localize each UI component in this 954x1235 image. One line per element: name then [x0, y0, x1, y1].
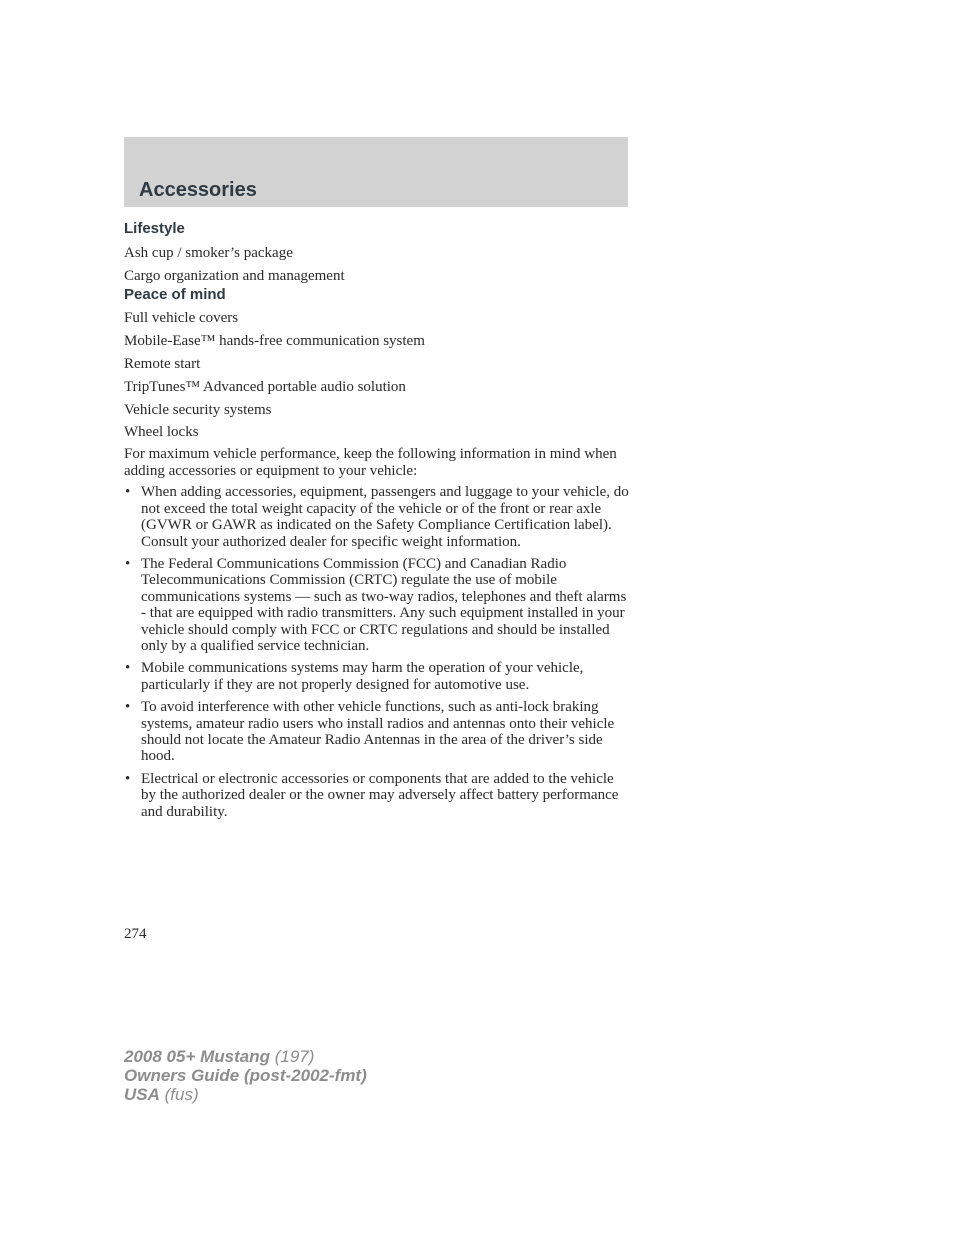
document-footer [124, 1047, 367, 1104]
footer-market-code: (fus) [164, 1085, 199, 1104]
guidelines-bullet-list [124, 484, 632, 820]
peace-of-mind-list [124, 310, 632, 441]
bullet-item [124, 699, 632, 765]
list-item: Cargo organization and management [124, 267, 345, 284]
footer-line-guide [124, 1066, 367, 1085]
bullet-text: Mobile communications systems may harm the operation of your vehicle, particularly if they are not properly designed for automotive use. [141, 660, 584, 693]
bullet-item [124, 556, 632, 654]
list-item: Vehicle security systems [124, 401, 272, 418]
bullet-icon: • [125, 699, 131, 716]
footer-line-model [124, 1047, 367, 1066]
bullet-text: When adding accessories, equipment, passengers and luggage to your vehicle, do not exceed the total weight capacity of the vehicle or of the front or rear axle (GVWR or GAWR as indicated on the Safety Compliance Certification label). Consult your authorized dealer for specific weight information. [141, 484, 629, 550]
page-content [124, 219, 632, 826]
page-number: 274 [124, 926, 147, 942]
list-item: Mobile-Ease™ hands-free communication system [124, 333, 425, 350]
bullet-icon: • [125, 660, 131, 677]
section-header-band [124, 137, 628, 207]
list-item: Wheel locks [124, 424, 199, 441]
footer-model: 2008 05+ Mustang [124, 1047, 270, 1066]
list-item: Ash cup / smoker’s package [124, 244, 293, 261]
bullet-icon: • [125, 770, 131, 787]
bullet-text: Electrical or electronic accessories or components that are added to the vehicle by the authorized dealer or the owner may adversely affect battery performance and durability. [141, 770, 619, 820]
bullet-text: The Federal Communications Commission (FCC) and Canadian Radio Telecommunications Commission (CRTC) regulate the use of mobile communications systems — such as two-way radios, telephones and theft alarms - that are equipped with radio transmitters. Any such equipment installed in your vehicle should comply with FCC or CRTC regulations and should be installed only by a qualified service technician. [141, 556, 627, 655]
footer-guide: Owners Guide (post-2002-fmt) [124, 1066, 367, 1085]
bullet-icon: • [125, 484, 131, 501]
intro-paragraph: For maximum vehicle performance, keep the following information in mind when adding accessories or equipment to your vehicle: [124, 446, 617, 479]
bullet-item [124, 660, 632, 693]
footer-line-market [124, 1085, 367, 1104]
bullet-icon: • [125, 556, 131, 572]
footer-model-code: (197) [274, 1047, 315, 1066]
footer-market: USA [124, 1085, 160, 1104]
bullet-text: To avoid interference with other vehicle functions, such as anti-lock braking systems, amateur radio users who install radios and antennas onto their vehicle should not locate the Amateur Radio Antennas in the area of the driver’s side hood. [141, 699, 615, 765]
lifestyle-list [124, 245, 632, 285]
bullet-item [124, 771, 632, 820]
section-title: Accessories [139, 179, 257, 201]
list-item: TripTunes™ Advanced portable audio solution [124, 378, 406, 395]
list-item: Remote start [124, 355, 201, 372]
bullet-item [124, 484, 632, 550]
peace-of-mind-heading: Peace of mind [124, 285, 226, 303]
list-item: Full vehicle covers [124, 310, 239, 327]
lifestyle-heading: Lifestyle [124, 220, 185, 237]
